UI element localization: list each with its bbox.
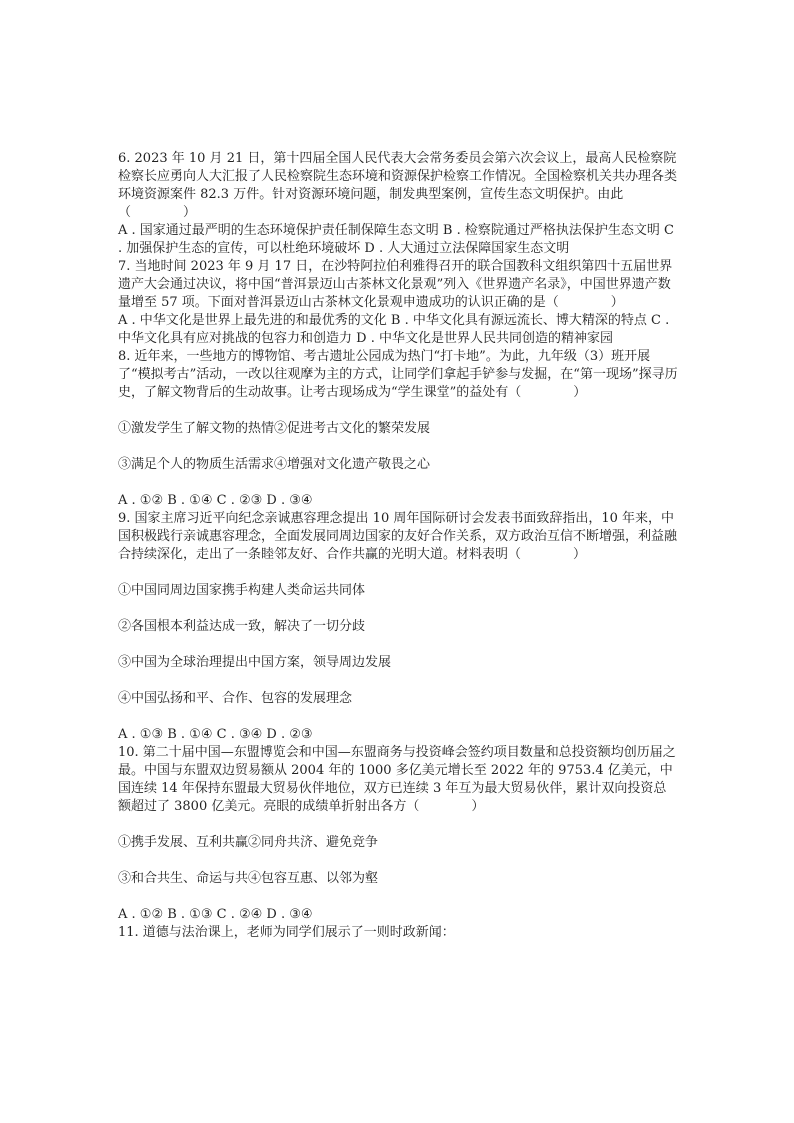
question-10 [118, 744, 678, 924]
question-8 [118, 348, 678, 510]
question-7-options: A . 中华文化是世界上最先进的和最优秀的文化 B . 中华文化具有源远流长、博大精深的特点 C . 中华文化具有应对挑战的包容力和创造力 D . 中华文化是世界人民共同创造的精神家园 [118, 313, 674, 346]
question-7-stem: 7. 当地时间 2023 年 9 月 17 日，在沙特阿拉伯利雅得召开的联合国教科文组织第四十五届世界遗产大会通过决议，将中国“普洱景迈山古茶林文化景观”列入《世界遗产名录》，中国世界遗产数量增至 57 项。下面对普洱景迈山古茶林文化景观申遗成功的认识正确的是（ ） [118, 259, 673, 310]
question-11-stem: 11. 道德与法治课上，老师为同学们展示了一则时政新闻： [118, 925, 455, 940]
question-9-item: ④中国弘扬和平、合作、包容的发展理念 [118, 691, 353, 706]
exam-page [118, 150, 678, 942]
question-10-options: A . ①② B . ①③ C . ②④ D . ③④ [118, 907, 313, 922]
question-9-item: ②各国根本利益达成一致，解决了一切分歧 [118, 619, 366, 634]
question-8-item: ③满足个人的物质生活需求④增强对文化遗产敬畏之心 [118, 457, 431, 472]
question-8-stem: 8. 近年来，一些地方的博物馆、考古遗址公园成为热门“打卡地”。为此，九年级（3）班开展了“模拟考古”活动，一改以往观摩为主的方式，让同学们拿起手铲参与发掘，在“第一现场”探寻历史，了解文物背后的生动故事。让考古现场成为“学生课堂”的益处有（ ） [118, 349, 678, 400]
question-11 [118, 924, 678, 942]
question-6-options: A . 国家通过最严明的生态环境保护责任制保障生态文明 B . 检察院通过严格执法保护生态文明 C . 加强保护生态的宣传，可以杜绝环境破坏 D . 人大通过立法保障国家生态文明 [118, 223, 679, 256]
question-8-options: A . ①② B . ①④ C . ②③ D . ③④ [118, 493, 313, 508]
question-10-item: ③和合共生、命运与共④包容互惠、以邻为壑 [118, 871, 379, 886]
question-10-item: ①携手发展、互利共赢②同舟共济、避免竞争 [118, 835, 379, 850]
question-7 [118, 258, 678, 348]
question-9-stem: 9. 国家主席习近平向纪念亲诚惠容理念提出 10 周年国际研讨会发表书面致辞指出，10 年来，中国积极践行亲诚惠容理念，全面发展同周边国家的友好合作关系，双方政治互信不断增强，利益融合持续深化，走出了一条睦邻友好、合作共赢的光明大道。材料表明（ ） [118, 511, 678, 562]
question-6-stem: 6. 2023 年 10 月 21 日，第十四届全国人民代表大会常务委员会第六次会议上，最高人民检察院检察长应勇向人大汇报了人民检察院生态环境和资源保护检察工作情况。全国检察机关共办理各类环境资源案件 82.3 万件。针对资源环境问题，制发典型案例，宣传生态文明保护。由此（ ） [118, 151, 678, 220]
question-8-item: ①激发学生了解文物的热情②促进考古文化的繁荣发展 [118, 421, 431, 436]
question-6 [118, 150, 678, 258]
question-9-item: ①中国同周边国家携手构建人类命运共同体 [118, 583, 366, 598]
question-9 [118, 510, 678, 744]
question-9-item: ③中国为全球治理提出中国方案，领导周边发展 [118, 655, 392, 670]
question-9-options: A . ①③ B . ①④ C . ③④ D . ②③ [118, 727, 313, 742]
question-10-stem: 10. 第二十届中国—东盟博览会和中国—东盟商务与投资峰会签约项目数量和总投资额均创历届之最。中国与东盟双边贸易额从 2004 年的 1000 多亿美元增长至 2022 年的 9753.4 亿美元，中国连续 14 年保持东盟最大贸易伙伴地位，双方已连续 3 年互为最大贸易伙伴，累计双向投资总额超过了 3800 亿美元。亮眼的成绩单折射出各方（ ） [118, 745, 676, 814]
